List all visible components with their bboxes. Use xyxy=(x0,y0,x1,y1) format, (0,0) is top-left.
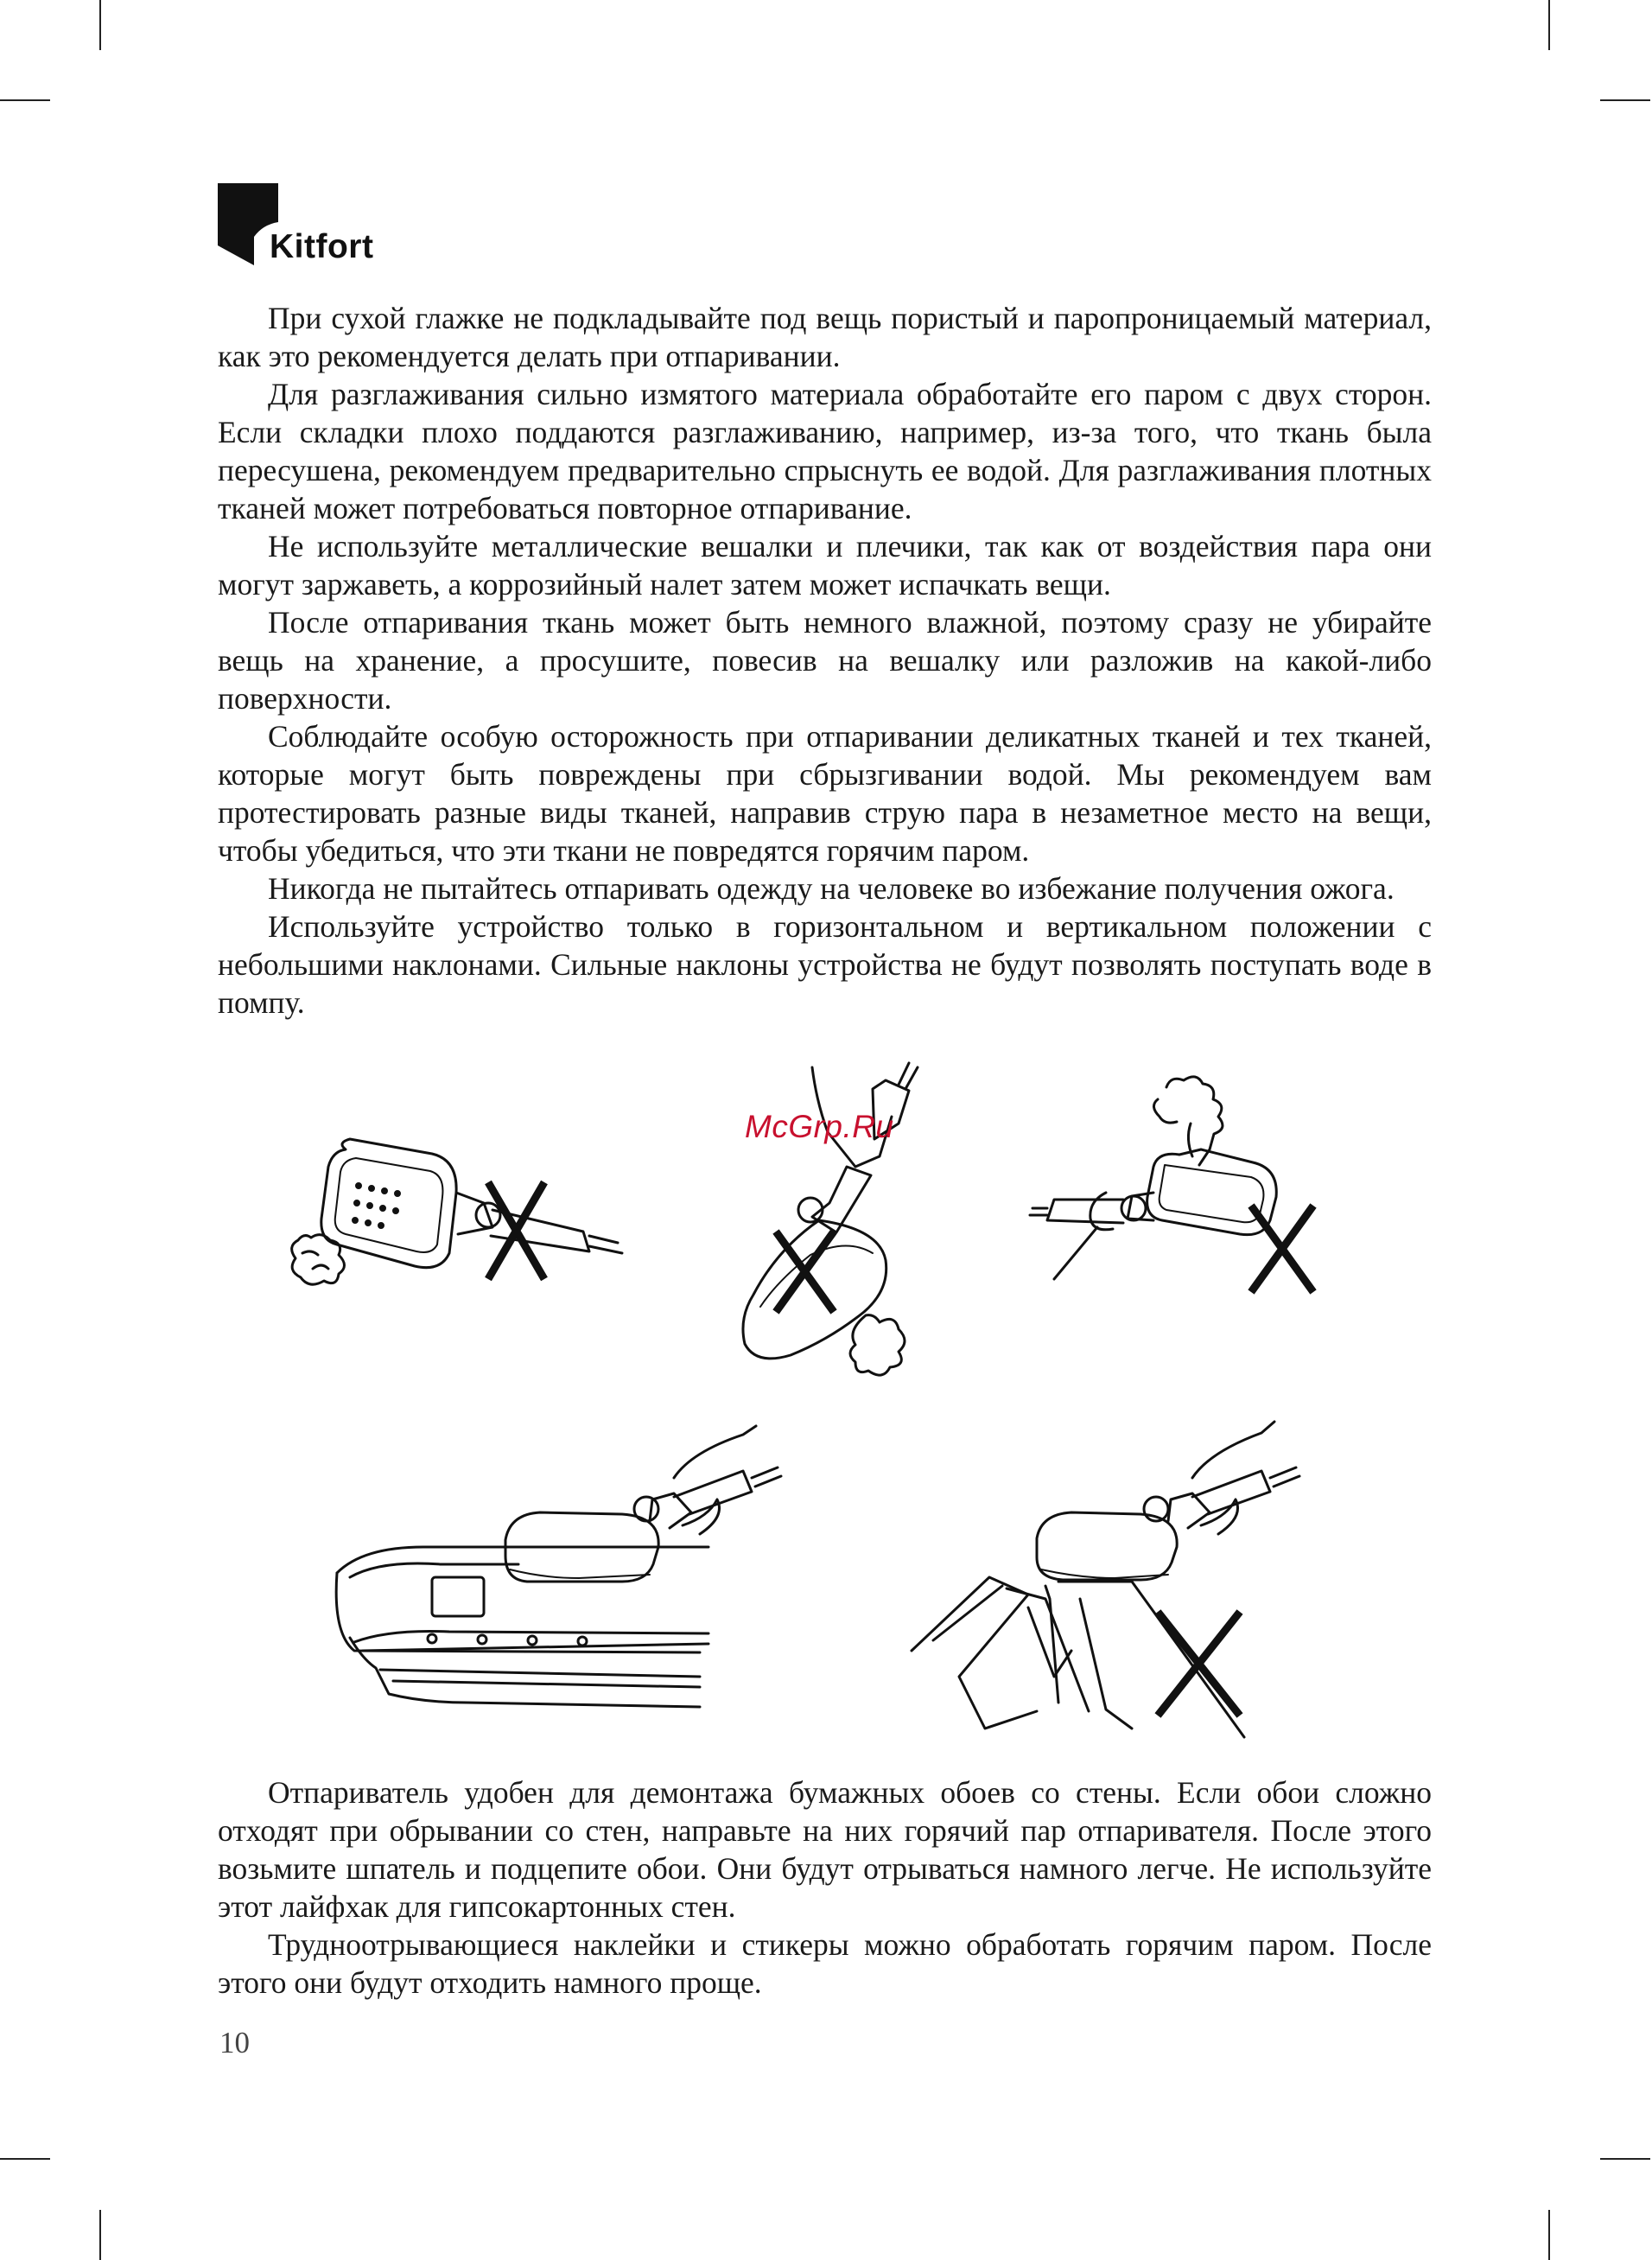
page-number: 10 xyxy=(219,2026,250,2059)
crop-mark xyxy=(1548,0,1550,50)
steamer-tilted-down-icon xyxy=(726,1054,950,1383)
paragraph: Трудноотрывающиеся наклейки и стикеры можно обработать горячим паром. После этого они будут отходить намного проще. xyxy=(218,1927,1432,2000)
steamer-upside-down-icon xyxy=(285,1124,648,1296)
watermark: McGrp.Ru xyxy=(745,1109,894,1144)
paragraph: Не используйте металлические вешалки и плечики, так как от воздействия пара они могут заржаветь, а коррозийный налет затем может испачкать вещи. xyxy=(218,529,1432,602)
crop-mark xyxy=(0,99,50,101)
crop-mark xyxy=(99,2210,101,2260)
paragraph: При сухой глажке не подкладывайте под вещь пористый и паропроницаемый материал, как это рекомендуется делать при отпаривании. xyxy=(218,301,1432,373)
paragraph: После отпаривания ткань может быть немного влажной, поэтому сразу не убирайте вещь на хранение, а просушите, повесив на вешалку или разложив на какой-либо поверхности. xyxy=(218,605,1432,716)
paragraph: Никогда не пытайтесь отпаривать одежду на человеке во избежание получения ожога. xyxy=(268,871,1395,906)
body-text-bottom xyxy=(218,1773,1432,2002)
paragraph: Для разглаживания сильно измятого материала обработайте его паром с двух сторон. Если складки плохо поддаются разглаживанию, например, из-за того, что ткань была пересушена, рекомендуем предварительно спрыснуть ее водой. Для разглаживания плотных тканей может потребоваться повторное отпаривание. xyxy=(218,377,1432,525)
brand-name: Kitfort xyxy=(270,228,374,265)
steamer-steep-angle-shirt-icon xyxy=(907,1417,1357,1754)
crop-mark xyxy=(1600,2158,1650,2160)
crop-mark xyxy=(99,0,101,50)
paragraph: Используйте устройство только в горизонтальном и вертикальном положении с небольшими наклонами. Сильные наклоны устройства не будут позволять поступать воде в помпу. xyxy=(218,909,1432,1020)
crop-mark xyxy=(0,2158,50,2160)
paragraph: Соблюдайте особую осторожность при отпаривании деликатных тканей и тех тканей, которые могут быть повреждены при сбрызгивании водой. Мы рекомендуем вам протестировать разные виды тканей, направив струю пара в незаметное место на вещи, чтобы убедиться, что эти ткани не повредятся горячим паром. xyxy=(218,719,1432,868)
body-text-top xyxy=(218,299,1432,1022)
crop-mark xyxy=(1600,99,1650,101)
crop-mark xyxy=(1548,2210,1550,2260)
paragraph: Отпариватель удобен для демонтажа бумажных обоев со стены. Если обои сложно отходят при обрывании со стен, направьте на них горячий пар отпаривателя. После этого возьмите шпатель и подцепите обои. Они будут отрываться намного легче. Не используйте этот лайфхак для гипсокартонных стен. xyxy=(218,1775,1432,1924)
steamer-horizontal-shirt-icon xyxy=(328,1417,812,1754)
steamer-reversed-icon xyxy=(1028,1072,1374,1331)
